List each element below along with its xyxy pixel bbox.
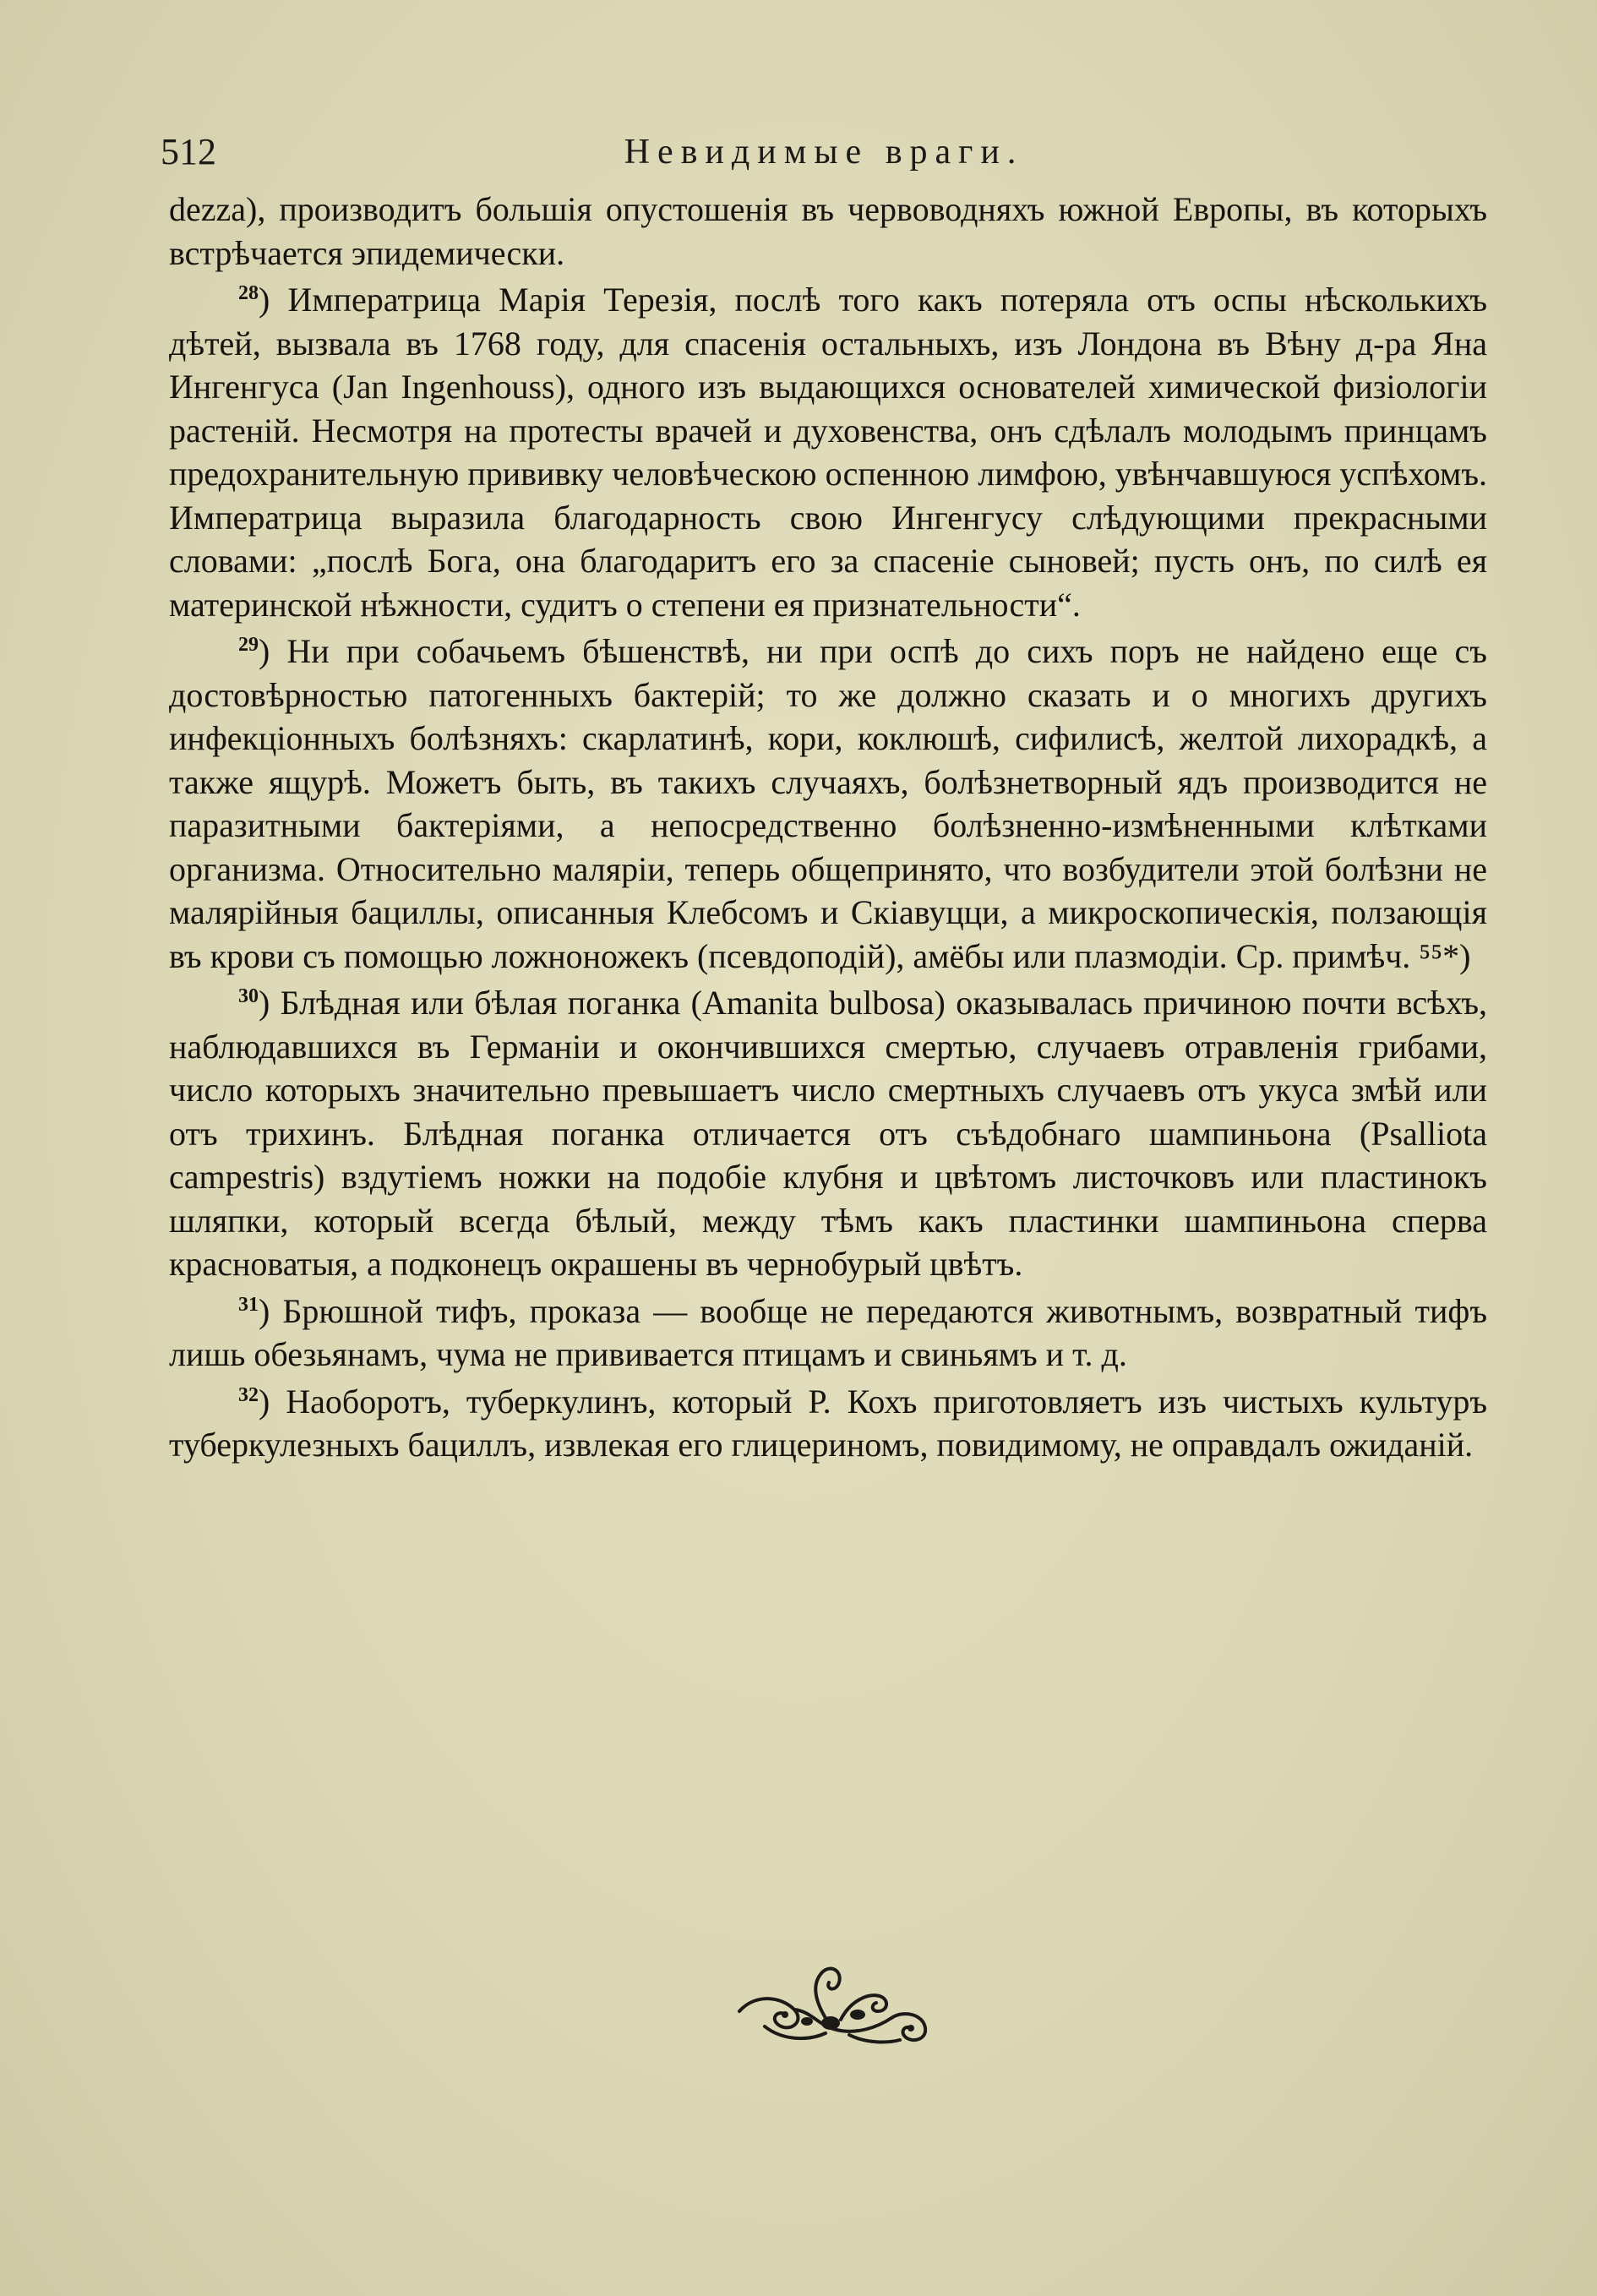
footnote-30: [169, 981, 1487, 1286]
page-header: [161, 127, 1487, 177]
footnote-text: ) Блѣдная или бѣлая поганка (Amanita bulbosa) оказывалась причиною почти всѣхъ, наблюдавшихся въ Германіи и окончившихся смертью, случаевъ отравленія грибами, число которыхъ значительно превышаетъ число смертныхъ случаевъ отъ укуса змѣй или отъ трихинъ. Блѣдная поганка отличается отъ съѣдобнаго шампиньона (Psalliota campestris) вздутіемъ ножки на подобіе клубня и цвѣтомъ листочковъ или пластинокъ шляпки, который всегда бѣлый, между тѣмъ какъ пластинки шампиньона сперва красноватыя, а подконецъ окрашены въ чернобурый цвѣтъ.: [169, 984, 1487, 1283]
footnote-text: ) Наоборотъ, туберкулинъ, который Р. Кохъ приготовляетъ изъ чистыхъ культуръ туберкулезныхъ бациллъ, извлекая его глицериномъ, повидимому, не оправдалъ ожиданій.: [169, 1382, 1487, 1464]
footnote-text: ) Императрица Марія Терезія, послѣ того какъ потеряла отъ оспы нѣсколькихъ дѣтей, вызвала въ 1768 году, для спасенія остальныхъ, изъ Лондона въ Вѣну д-ра Яна Ингенгуса (Jan Ingenhouss), одного изъ выдающихся основателей химической физіологіи растеній. Несмотря на протесты врачей и духовенства, онъ сдѣлалъ молодымъ принцамъ предохранительную прививку человѣческою оспенною лимфою, увѣнчавшуюся успѣхомъ. Императрица выразила благодарность свою Ингенгусу слѣдующими прекрасными словами: „послѣ Бога, она благодаритъ его за спасеніе сыновей; пусть онъ, по силѣ ея материнской нѣжности, судитъ о степени ея признательности“.: [169, 281, 1487, 624]
footnote-text: ) Ни при собачьемъ бѣшенствѣ, ни при оспѣ до сихъ поръ не найдено еще съ достовѣрностью патогенныхъ бактерій; то же должно сказать и о многихъ другихъ инфекціонныхъ болѣзняхъ: скарлатинѣ, кори, коклюшѣ, сифилисѣ, желтой лихорадкѣ, а также ящурѣ. Можетъ быть, въ такихъ случаяхъ, болѣзнетворный ядъ производится не паразитными бактеріями, а непосредственно болѣзненно-измѣненными клѣтками организма. Относительно маляріи, теперь общепринято, что возбудители этой болѣзни не малярійныя бациллы, описанныя Клебсомъ и Скіавуцци, а микроскопическія, ползающія въ крови съ помощью ложноножекъ (псевдоподій), амёбы или плазмодіи. Ср. примѣч. ⁵⁵*): [169, 632, 1487, 975]
footnote-marker: 29: [238, 634, 259, 656]
footnote-28: [169, 278, 1487, 626]
footnote-31: [169, 1290, 1487, 1377]
footnote-29: [169, 630, 1487, 978]
floral-tailpiece-ornament-icon: [731, 1959, 934, 2052]
footnote-text: dezza), производитъ большія опустошенія въ червоводняхъ южной Европы, въ которыхъ встрѣчается эпидемически.: [169, 190, 1487, 272]
footnotes-text: [169, 188, 1487, 1470]
footnote-32: [169, 1380, 1487, 1467]
footnote-continuation: [169, 188, 1487, 275]
footnote-marker: 31: [238, 1293, 259, 1316]
footnote-marker: 32: [238, 1383, 259, 1406]
page-number: 512: [161, 131, 216, 172]
running-title: Невидимые враги.: [624, 133, 1024, 172]
footnote-marker: 28: [238, 282, 259, 304]
footnote-text: ) Брюшной тифъ, проказа — вообще не передаются животнымъ, возвратный тифъ лишь обезьянамъ, чума не прививается птицамъ и свиньямъ и т. д.: [169, 1291, 1487, 1373]
footnote-marker: 30: [238, 985, 259, 1007]
